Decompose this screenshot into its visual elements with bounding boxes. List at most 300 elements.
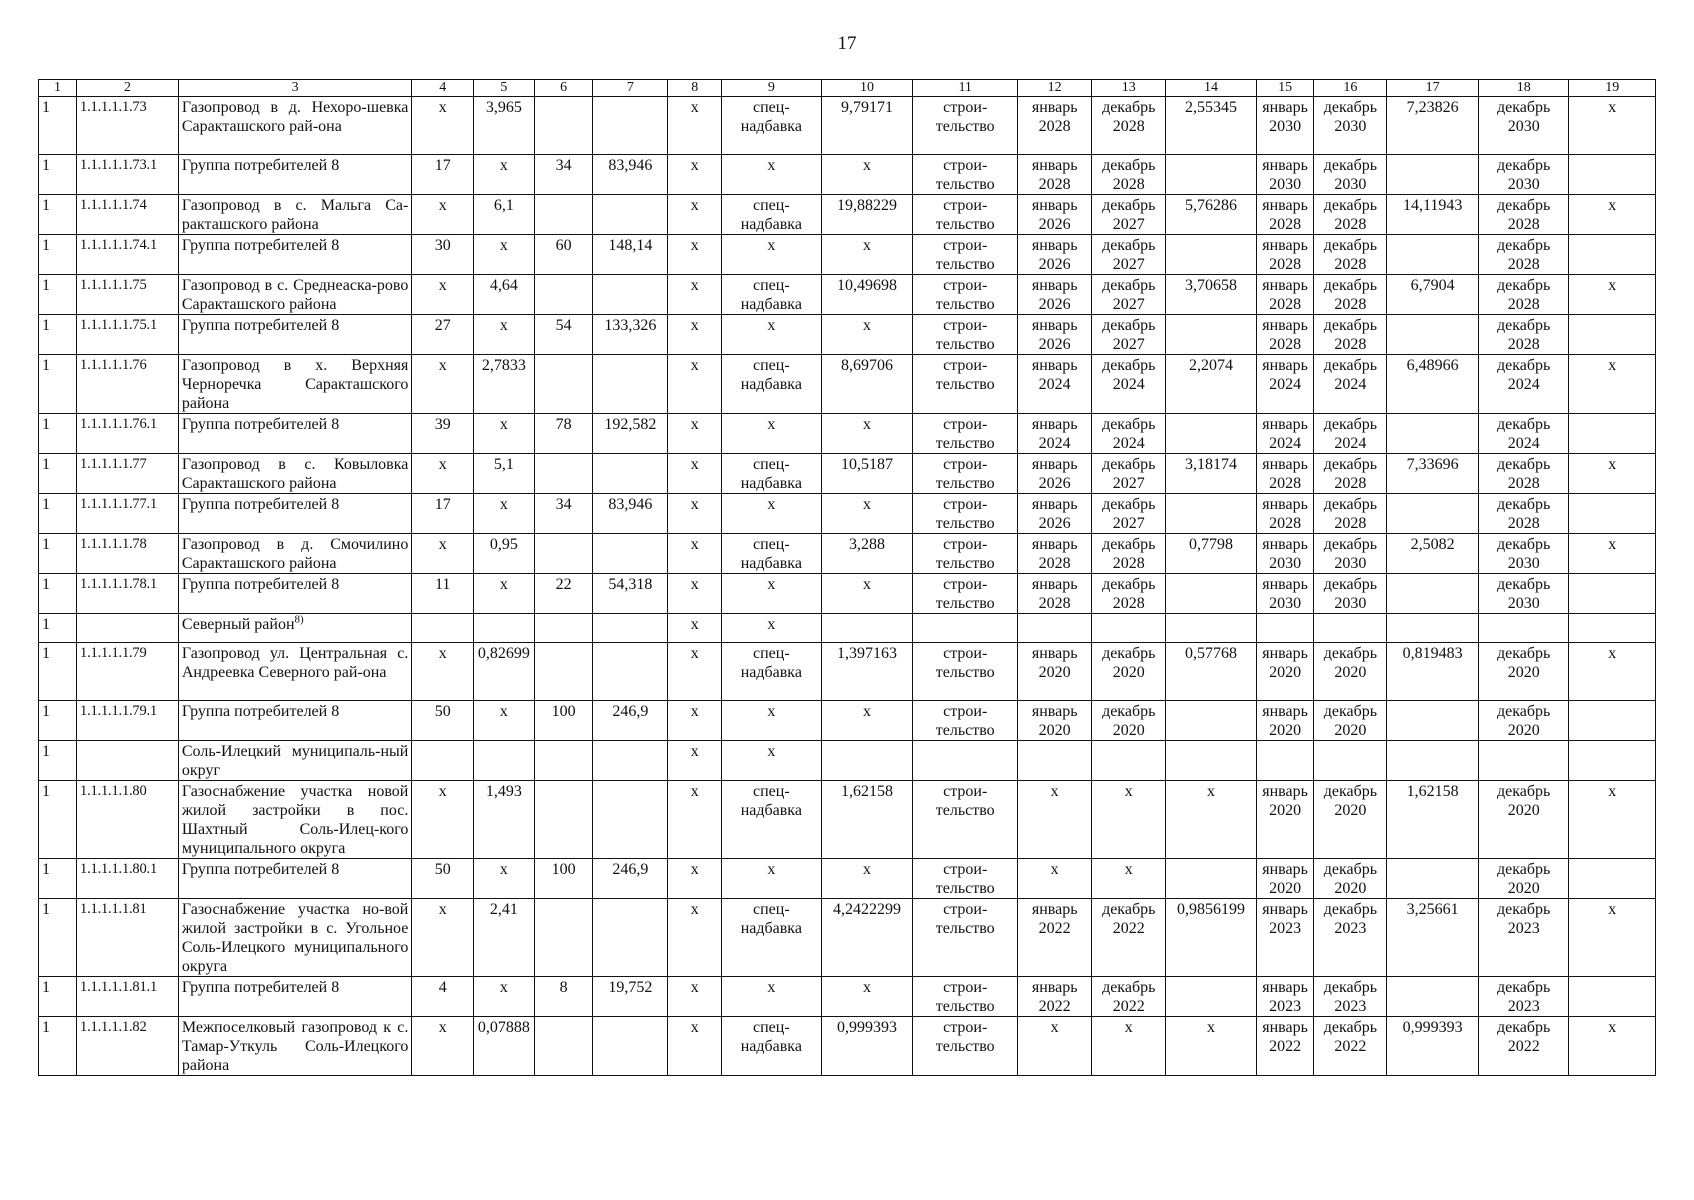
cell-col-7: 19,752	[593, 977, 668, 1017]
cell-col-8: х	[668, 355, 721, 414]
cell-col-8: х	[668, 1017, 721, 1076]
cell-col-16: декабрь 2028	[1314, 454, 1387, 494]
cell-col-4: 50	[412, 859, 474, 899]
header-cell: 11	[913, 80, 1018, 97]
cell-col-1: 1	[39, 315, 77, 355]
cell-col-3: Газопровод в с. Среднеаска-рово Саракташского района	[178, 275, 411, 315]
cell-col-14: 0,7798	[1166, 534, 1257, 574]
cell-col-16: декабрь 2028	[1314, 235, 1387, 275]
table-row	[39, 859, 1656, 899]
cell-col-12: январь 2022	[1018, 977, 1092, 1017]
cell-col-12: январь 2026	[1018, 315, 1092, 355]
cell-col-11: строи-тельство	[913, 1017, 1018, 1076]
cell-col-17: 2,5082	[1387, 534, 1479, 574]
cell-col-13: декабрь 2027	[1092, 195, 1166, 235]
cell-col-16: декабрь 2028	[1314, 494, 1387, 534]
table-row	[39, 899, 1656, 977]
cell-col-10: 9,79171	[821, 97, 913, 155]
cell-col-2: 1.1.1.1.1.76	[77, 355, 179, 414]
cell-col-4: 27	[412, 315, 474, 355]
cell-col-3: Группа потребителей 8	[178, 494, 411, 534]
cell-col-6: 34	[534, 155, 593, 195]
cell-col-15: январь 2024	[1256, 355, 1314, 414]
cell-col-18: декабрь 2030	[1478, 534, 1569, 574]
cell-col-10: х	[821, 315, 913, 355]
cell-col-11	[913, 741, 1018, 781]
cell-col-4: х	[412, 781, 474, 859]
table-row	[39, 155, 1656, 195]
cell-col-14: 0,57768	[1166, 643, 1257, 701]
cell-col-5: 4,64	[474, 275, 535, 315]
cell-col-15: январь 2028	[1256, 454, 1314, 494]
header-cell: 10	[821, 80, 913, 97]
cell-col-3: Группа потребителей 8	[178, 701, 411, 741]
cell-col-8: х	[668, 454, 721, 494]
cell-col-16: декабрь 2028	[1314, 275, 1387, 315]
cell-col-2	[77, 614, 179, 643]
cell-col-1: 1	[39, 859, 77, 899]
cell-col-19	[1569, 494, 1656, 534]
cell-col-18: декабрь 2028	[1478, 494, 1569, 534]
cell-col-1: 1	[39, 1017, 77, 1076]
cell-col-10: 10,49698	[821, 275, 913, 315]
cell-col-18: декабрь 2028	[1478, 315, 1569, 355]
cell-col-3: Газопровод в с. Мальга Са-ракташского района	[178, 195, 411, 235]
cell-col-1: 1	[39, 155, 77, 195]
cell-col-14: 2,2074	[1166, 355, 1257, 414]
cell-col-16: декабрь 2023	[1314, 977, 1387, 1017]
cell-col-17	[1387, 494, 1479, 534]
cell-col-12: январь 2022	[1018, 899, 1092, 977]
cell-col-3: Группа потребителей 8	[178, 859, 411, 899]
cell-col-8: х	[668, 859, 721, 899]
cell-col-19: х	[1569, 97, 1656, 155]
cell-col-5: х	[474, 977, 535, 1017]
cell-col-10: 1,397163	[821, 643, 913, 701]
footnote-marker: 8)	[294, 613, 304, 626]
cell-col-12: январь 2026	[1018, 195, 1092, 235]
investment-program-table	[38, 79, 1656, 1076]
cell-col-8: х	[668, 275, 721, 315]
cell-col-10: 3,288	[821, 534, 913, 574]
cell-col-1: 1	[39, 899, 77, 977]
cell-col-10: х	[821, 414, 913, 454]
cell-col-19	[1569, 701, 1656, 741]
cell-col-7	[593, 614, 668, 643]
cell-col-14: х	[1166, 1017, 1257, 1076]
cell-col-8: х	[668, 899, 721, 977]
cell-col-12: январь 2028	[1018, 574, 1092, 614]
cell-col-11: строи-тельство	[913, 859, 1018, 899]
cell-col-13: декабрь 2027	[1092, 315, 1166, 355]
cell-col-12: январь 2026	[1018, 235, 1092, 275]
cell-col-6	[534, 1017, 593, 1076]
cell-col-16: декабрь 2030	[1314, 155, 1387, 195]
cell-col-11	[913, 614, 1018, 643]
cell-col-1: 1	[39, 614, 77, 643]
cell-col-9: х	[721, 235, 821, 275]
cell-col-11: строи-тельство	[913, 494, 1018, 534]
cell-col-4: х	[412, 643, 474, 701]
cell-col-1: 1	[39, 494, 77, 534]
cell-col-3: Межпоселковый газопровод к с. Тамар-Уткуль Соль-Илецкого района	[178, 1017, 411, 1076]
header-cell: 7	[593, 80, 668, 97]
cell-col-18: декабрь 2020	[1478, 859, 1569, 899]
cell-col-1: 1	[39, 977, 77, 1017]
cell-col-10: х	[821, 977, 913, 1017]
cell-col-1: 1	[39, 275, 77, 315]
cell-col-9: х	[721, 574, 821, 614]
cell-col-5: х	[474, 235, 535, 275]
table-row	[39, 355, 1656, 414]
cell-col-2: 1.1.1.1.1.78	[77, 534, 179, 574]
cell-col-2: 1.1.1.1.1.77.1	[77, 494, 179, 534]
page-number: 17	[837, 33, 857, 54]
cell-col-6	[534, 741, 593, 781]
cell-col-14: 5,76286	[1166, 195, 1257, 235]
cell-col-4: х	[412, 97, 474, 155]
cell-col-18: декабрь 2030	[1478, 574, 1569, 614]
cell-col-16: декабрь 2028	[1314, 315, 1387, 355]
cell-col-19: х	[1569, 899, 1656, 977]
header-cell: 15	[1256, 80, 1314, 97]
cell-col-16: декабрь 2024	[1314, 355, 1387, 414]
cell-col-11: строи-тельство	[913, 275, 1018, 315]
cell-col-4: х	[412, 275, 474, 315]
cell-col-2: 1.1.1.1.1.82	[77, 1017, 179, 1076]
cell-col-14: 3,70658	[1166, 275, 1257, 315]
cell-col-18: декабрь 2020	[1478, 781, 1569, 859]
cell-col-2: 1.1.1.1.1.77	[77, 454, 179, 494]
cell-col-8: х	[668, 235, 721, 275]
cell-col-19	[1569, 235, 1656, 275]
cell-col-11: строи-тельство	[913, 235, 1018, 275]
cell-col-3: Газопровод ул. Центральная с. Андреевка Северного рай-она	[178, 643, 411, 701]
cell-col-19	[1569, 859, 1656, 899]
cell-col-15: январь 2030	[1256, 155, 1314, 195]
cell-col-4	[412, 741, 474, 781]
cell-col-18	[1478, 741, 1569, 781]
cell-col-16: декабрь 2020	[1314, 701, 1387, 741]
cell-col-15: январь 2028	[1256, 315, 1314, 355]
cell-col-10: х	[821, 574, 913, 614]
cell-col-1: 1	[39, 97, 77, 155]
cell-col-16	[1314, 614, 1387, 643]
table-row	[39, 574, 1656, 614]
cell-col-15: январь 2020	[1256, 701, 1314, 741]
cell-col-4: х	[412, 534, 474, 574]
cell-col-10	[821, 614, 913, 643]
header-cell: 2	[77, 80, 179, 97]
cell-col-7: 133,326	[593, 315, 668, 355]
cell-col-10: х	[821, 235, 913, 275]
cell-col-18: декабрь 2030	[1478, 155, 1569, 195]
cell-col-17	[1387, 414, 1479, 454]
cell-col-6: 54	[534, 315, 593, 355]
cell-col-13: декабрь 2020	[1092, 701, 1166, 741]
cell-col-16: декабрь 2030	[1314, 534, 1387, 574]
cell-col-13	[1092, 614, 1166, 643]
cell-col-6	[534, 195, 593, 235]
cell-col-18: декабрь 2030	[1478, 97, 1569, 155]
table-row	[39, 414, 1656, 454]
cell-col-13: декабрь 2027	[1092, 494, 1166, 534]
cell-col-8: х	[668, 195, 721, 235]
cell-col-1: 1	[39, 741, 77, 781]
cell-col-14	[1166, 494, 1257, 534]
cell-col-13: декабрь 2022	[1092, 899, 1166, 977]
cell-col-19: х	[1569, 534, 1656, 574]
cell-col-6: 22	[534, 574, 593, 614]
cell-col-7: 83,946	[593, 155, 668, 195]
cell-col-9: х	[721, 741, 821, 781]
cell-col-12: х	[1018, 781, 1092, 859]
cell-col-9: х	[721, 701, 821, 741]
cell-col-8: х	[668, 315, 721, 355]
cell-col-1: 1	[39, 355, 77, 414]
cell-col-11: строи-тельство	[913, 195, 1018, 235]
cell-col-8: х	[668, 574, 721, 614]
cell-col-9: х	[721, 614, 821, 643]
cell-col-7	[593, 1017, 668, 1076]
cell-col-3: Газоснабжение участка но-вой жилой застройки в с. Угольное Соль-Илецкого муниципального округа	[178, 899, 411, 977]
cell-col-13: декабрь 2028	[1092, 534, 1166, 574]
cell-col-2: 1.1.1.1.1.80	[77, 781, 179, 859]
cell-col-18: декабрь 2024	[1478, 355, 1569, 414]
cell-col-12: январь 2026	[1018, 494, 1092, 534]
cell-col-9: спец-надбавка	[721, 643, 821, 701]
table-row	[39, 275, 1656, 315]
cell-col-19	[1569, 155, 1656, 195]
cell-col-8: х	[668, 97, 721, 155]
cell-col-5: х	[474, 414, 535, 454]
cell-col-1: 1	[39, 701, 77, 741]
cell-col-16: декабрь 2030	[1314, 574, 1387, 614]
cell-col-15: январь 2030	[1256, 534, 1314, 574]
cell-col-5: 5,1	[474, 454, 535, 494]
cell-col-19	[1569, 614, 1656, 643]
cell-col-12: январь 2026	[1018, 454, 1092, 494]
cell-col-14	[1166, 859, 1257, 899]
cell-col-12: х	[1018, 1017, 1092, 1076]
header-cell: 17	[1387, 80, 1479, 97]
cell-col-14	[1166, 574, 1257, 614]
cell-col-19: х	[1569, 355, 1656, 414]
cell-col-11: строи-тельство	[913, 977, 1018, 1017]
cell-col-7	[593, 899, 668, 977]
cell-col-2: 1.1.1.1.1.81.1	[77, 977, 179, 1017]
cell-col-7	[593, 97, 668, 155]
cell-col-3: Группа потребителей 8	[178, 235, 411, 275]
cell-col-4: 30	[412, 235, 474, 275]
header-cell: 19	[1569, 80, 1656, 97]
cell-col-18: декабрь 2023	[1478, 899, 1569, 977]
cell-col-12: январь 2020	[1018, 701, 1092, 741]
header-cell: 18	[1478, 80, 1569, 97]
cell-col-15: январь 2020	[1256, 643, 1314, 701]
cell-col-7: 192,582	[593, 414, 668, 454]
cell-col-18: декабрь 2028	[1478, 454, 1569, 494]
cell-col-16: декабрь 2024	[1314, 414, 1387, 454]
cell-col-15: январь 2028	[1256, 235, 1314, 275]
cell-col-8: х	[668, 781, 721, 859]
cell-col-5: х	[474, 701, 535, 741]
cell-col-6: 34	[534, 494, 593, 534]
cell-col-15: январь 2028	[1256, 195, 1314, 235]
cell-col-14: 0,9856199	[1166, 899, 1257, 977]
cell-col-16: декабрь 2022	[1314, 1017, 1387, 1076]
cell-col-8: х	[668, 701, 721, 741]
cell-col-7: 148,14	[593, 235, 668, 275]
cell-col-14	[1166, 235, 1257, 275]
cell-col-12	[1018, 614, 1092, 643]
cell-col-11: строи-тельство	[913, 355, 1018, 414]
cell-col-4: х	[412, 454, 474, 494]
cell-col-14	[1166, 701, 1257, 741]
cell-col-12: январь 2024	[1018, 414, 1092, 454]
cell-col-4: 50	[412, 701, 474, 741]
cell-col-9: спец-надбавка	[721, 454, 821, 494]
header-cell: 4	[412, 80, 474, 97]
cell-col-15: январь 2023	[1256, 977, 1314, 1017]
cell-col-9: спец-надбавка	[721, 534, 821, 574]
cell-col-18: декабрь 2024	[1478, 414, 1569, 454]
cell-col-10: х	[821, 701, 913, 741]
cell-col-2: 1.1.1.1.1.79	[77, 643, 179, 701]
cell-col-12: январь 2028	[1018, 155, 1092, 195]
cell-col-17	[1387, 574, 1479, 614]
cell-col-8: х	[668, 977, 721, 1017]
cell-col-9: спец-надбавка	[721, 899, 821, 977]
cell-col-11: строи-тельство	[913, 643, 1018, 701]
cell-col-10: х	[821, 155, 913, 195]
cell-col-5: х	[474, 859, 535, 899]
cell-col-8: х	[668, 155, 721, 195]
cell-col-5: 2,7833	[474, 355, 535, 414]
cell-col-9: спец-надбавка	[721, 275, 821, 315]
cell-col-14: х	[1166, 781, 1257, 859]
cell-col-16: декабрь 2023	[1314, 899, 1387, 977]
cell-col-14	[1166, 315, 1257, 355]
cell-col-18: декабрь 2022	[1478, 1017, 1569, 1076]
cell-col-17: 0,819483	[1387, 643, 1479, 701]
cell-col-3: Соль-Илецкий муниципаль-ный округ	[178, 741, 411, 781]
cell-col-13: х	[1092, 781, 1166, 859]
cell-col-19: х	[1569, 454, 1656, 494]
cell-col-3: Группа потребителей 8	[178, 315, 411, 355]
cell-col-6	[534, 614, 593, 643]
cell-col-15: январь 2030	[1256, 574, 1314, 614]
cell-col-11: строи-тельство	[913, 454, 1018, 494]
cell-col-19: х	[1569, 275, 1656, 315]
cell-col-7: 246,9	[593, 701, 668, 741]
cell-col-16: декабрь 2020	[1314, 643, 1387, 701]
cell-col-5: 6,1	[474, 195, 535, 235]
cell-col-19	[1569, 315, 1656, 355]
cell-col-17	[1387, 155, 1479, 195]
cell-col-13: декабрь 2028	[1092, 574, 1166, 614]
cell-col-17: 7,23826	[1387, 97, 1479, 155]
cell-col-4: 4	[412, 977, 474, 1017]
cell-col-13: декабрь 2028	[1092, 155, 1166, 195]
cell-col-11: строи-тельство	[913, 97, 1018, 155]
cell-col-5: 1,493	[474, 781, 535, 859]
cell-col-15: январь 2022	[1256, 1017, 1314, 1076]
cell-col-2: 1.1.1.1.1.81	[77, 899, 179, 977]
cell-col-16: декабрь 2020	[1314, 781, 1387, 859]
header-cell: 3	[178, 80, 411, 97]
cell-col-16: декабрь 2020	[1314, 859, 1387, 899]
cell-col-19	[1569, 574, 1656, 614]
cell-col-10	[821, 741, 913, 781]
cell-col-10: 4,2422299	[821, 899, 913, 977]
cell-col-11: строи-тельство	[913, 701, 1018, 741]
cell-col-1: 1	[39, 781, 77, 859]
cell-col-4: 17	[412, 494, 474, 534]
cell-col-9: спец-надбавка	[721, 781, 821, 859]
cell-col-3: Группа потребителей 8	[178, 977, 411, 1017]
cell-col-6	[534, 899, 593, 977]
cell-col-7: 54,318	[593, 574, 668, 614]
cell-col-14: 2,55345	[1166, 97, 1257, 155]
cell-col-9: спец-надбавка	[721, 1017, 821, 1076]
cell-col-6	[534, 355, 593, 414]
cell-col-6	[534, 534, 593, 574]
cell-col-17: 1,62158	[1387, 781, 1479, 859]
cell-col-13: декабрь 2022	[1092, 977, 1166, 1017]
cell-col-12	[1018, 741, 1092, 781]
header-cell: 1	[39, 80, 77, 97]
cell-col-4: х	[412, 899, 474, 977]
cell-col-18: декабрь 2028	[1478, 235, 1569, 275]
header-cell: 12	[1018, 80, 1092, 97]
cell-col-5: 0,95	[474, 534, 535, 574]
table-row	[39, 235, 1656, 275]
cell-col-5	[474, 614, 535, 643]
cell-col-18: декабрь 2020	[1478, 643, 1569, 701]
cell-col-5: х	[474, 574, 535, 614]
cell-col-3: Северный район$^{8)}$	[178, 614, 411, 643]
cell-col-11: строи-тельство	[913, 574, 1018, 614]
cell-col-13: декабрь 2027	[1092, 275, 1166, 315]
table-row	[39, 643, 1656, 701]
cell-col-3: Газопровод в с. Ковыловка Саракташского района	[178, 454, 411, 494]
cell-col-11: строи-тельство	[913, 414, 1018, 454]
header-cell: 14	[1166, 80, 1257, 97]
cell-col-1: 1	[39, 414, 77, 454]
cell-col-4: х	[412, 195, 474, 235]
header-cell: 16	[1314, 80, 1387, 97]
cell-col-15	[1256, 614, 1314, 643]
header-cell: 8	[668, 80, 721, 97]
cell-col-17: 6,7904	[1387, 275, 1479, 315]
cell-col-17	[1387, 701, 1479, 741]
cell-col-10: х	[821, 859, 913, 899]
cell-col-5: 3,965	[474, 97, 535, 155]
cell-col-12: январь 2024	[1018, 355, 1092, 414]
cell-col-6: 8	[534, 977, 593, 1017]
table-row	[39, 977, 1656, 1017]
cell-col-7	[593, 195, 668, 235]
cell-col-5: х	[474, 155, 535, 195]
cell-col-18	[1478, 614, 1569, 643]
cell-col-7	[593, 275, 668, 315]
cell-col-15	[1256, 741, 1314, 781]
cell-col-5: х	[474, 494, 535, 534]
cell-col-19: х	[1569, 195, 1656, 235]
table-row	[39, 454, 1656, 494]
cell-col-19: х	[1569, 643, 1656, 701]
